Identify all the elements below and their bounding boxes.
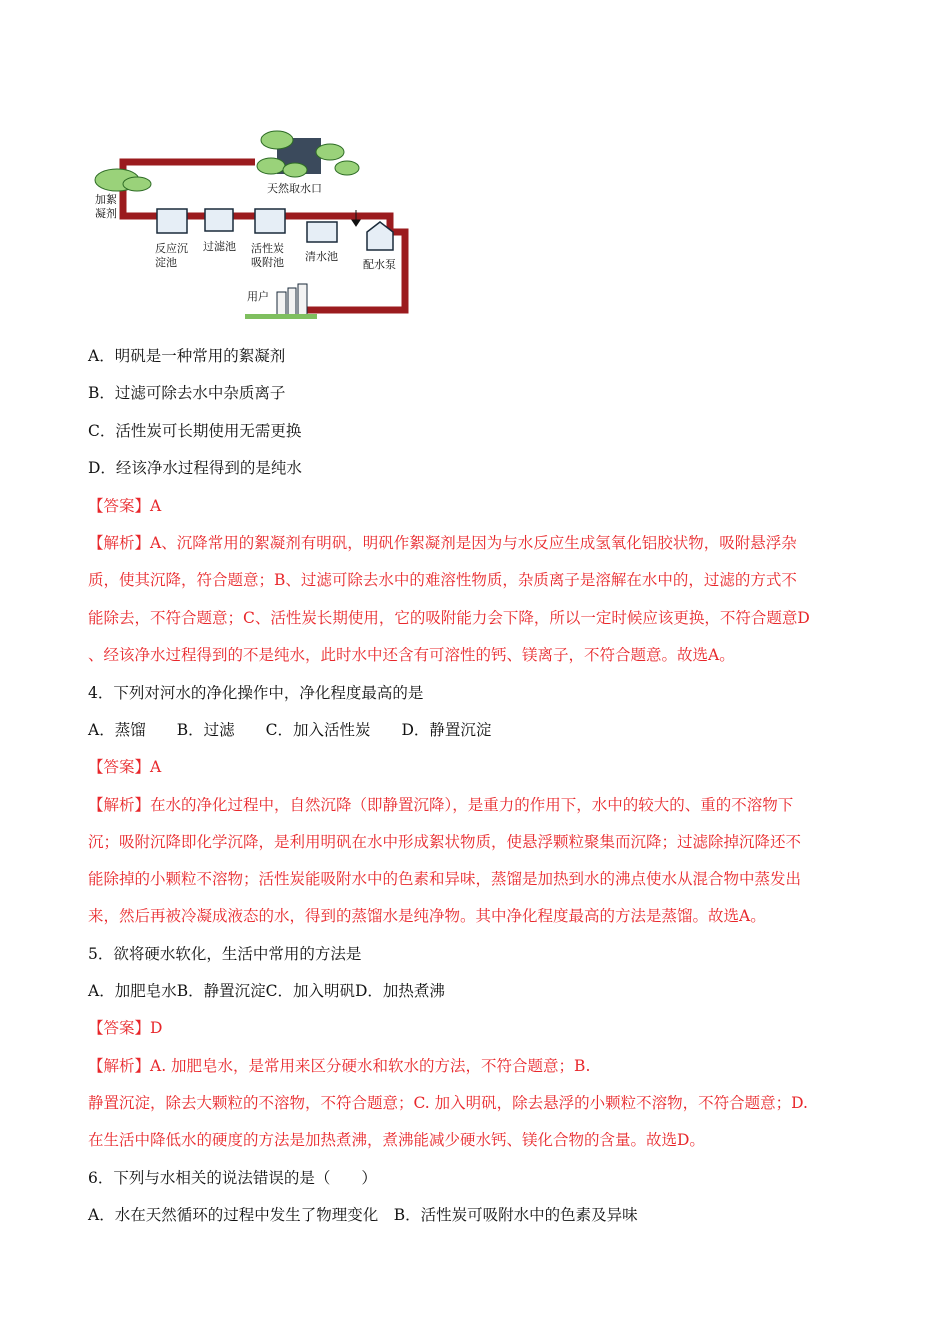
q3-option-a: A．明矾是一种常用的絮凝剂 xyxy=(88,347,286,365)
q3-option-c: C．活性炭可长期使用无需更换 xyxy=(88,422,302,440)
clear-tank-icon xyxy=(307,222,337,242)
q5-analysis-line: 在生活中降低水的硬度的方法是加热煮沸，煮沸能减少硬水钙、镁化合物的含量。故选D。 xyxy=(88,1131,705,1149)
filter-tank-icon xyxy=(205,209,233,231)
water-pipe xyxy=(123,162,405,310)
q3-option-d: D．经该净水过程得到的是纯水 xyxy=(88,459,302,477)
q4-options: A．蒸馏 B．过滤 C．加入活性炭 D．静置沉淀 xyxy=(88,721,492,739)
reaction-tank-label-2: 淀池 xyxy=(155,256,177,269)
q5-options: A．加肥皂水B．静置沉淀C．加入明矾D．加热煮沸 xyxy=(88,982,445,1000)
q3-option-b: B．过滤可除去水中杂质离子 xyxy=(88,384,286,402)
q4-analysis-line: 来，然后再被冷凝成液态的水，得到的蒸馏水是纯净物。其中净化程度最高的方法是蒸馏。故选A。 xyxy=(88,907,766,925)
q3-answer: 【答案】A xyxy=(88,497,162,515)
reaction-tank-label-1: 反应沉 xyxy=(155,242,188,255)
tree-icon xyxy=(261,131,293,149)
q5-analysis-line: 静置沉淀，除去大颗粒的不溶物，不符合题意；C. 加入明矾，除去悬浮的小颗粒不溶物，不符合题意；D. xyxy=(88,1094,808,1112)
q3-analysis-line: 能除去，不符合题意；C、活性炭长期使用，它的吸附能力会下降，所以一定时候应该更换，不符合题意D xyxy=(88,609,810,627)
q6-stem: 6．下列与水相关的说法错误的是（ ） xyxy=(88,1169,377,1187)
reaction-tank-icon xyxy=(157,209,187,233)
diagram-svg xyxy=(85,124,425,324)
coagulant-label-1: 加絮 xyxy=(95,193,117,206)
tree-icon xyxy=(257,158,285,174)
q3-analysis-line: 质，使其沉降，符合题意；B、过滤可除去水中的难溶性物质，杂质离子是溶解在水中的，过滤的方式不 xyxy=(88,571,797,589)
tree-icon xyxy=(316,144,344,160)
user-label: 用户 xyxy=(247,290,269,303)
carbon-tank-icon xyxy=(255,209,285,233)
q4-answer: 【答案】A xyxy=(88,758,162,776)
tree-icon xyxy=(335,161,359,175)
tree-icon xyxy=(283,163,307,177)
building-icon xyxy=(277,284,307,316)
q3-analysis-line: 、经该净水过程得到的不是纯水，此时水中还含有可溶性的钙、镁离子，不符合题意。故选A。 xyxy=(88,646,735,664)
pump-label: 配水泵 xyxy=(363,258,396,271)
q4-stem: 4．下列对河水的净化操作中，净化程度最高的是 xyxy=(88,684,424,702)
clear-tank-label: 清水池 xyxy=(305,250,338,263)
q5-stem: 5．欲将硬水软化，生活中常用的方法是 xyxy=(88,945,362,963)
q5-analysis-line: 【解析】A. 加肥皂水，是常用来区分硬水和软水的方法，不符合题意；B. xyxy=(88,1057,591,1075)
carbon-tank-label-2: 吸附池 xyxy=(251,256,284,269)
grass-icon xyxy=(245,314,317,319)
q3-analysis-line: 【解析】A、沉降常用的絮凝剂有明矾，明矾作絮凝剂是因为与水反应生成氢氧化铝胶状物，吸附悬浮杂 xyxy=(88,534,797,552)
q5-answer: 【答案】D xyxy=(88,1019,163,1037)
q4-analysis-line: 沉；吸附沉降即化学沉降，是利用明矾在水中形成絮状物质，使悬浮颗粒聚集而沉降；过滤除掉沉降还不 xyxy=(88,833,802,851)
carbon-tank-label-1: 活性炭 xyxy=(251,242,284,255)
q4-analysis-line: 能除掉的小颗粒不溶物；活性炭能吸附水中的色素和异味，蒸馏是加热到水的沸点使水从混合物中蒸发出 xyxy=(88,870,802,888)
q4-analysis-line: 【解析】在水的净化过程中，自然沉降（即静置沉降），是重力的作用下，水中的较大的、重的不溶物下 xyxy=(88,796,794,814)
q6-options: A．水在天然循环的过程中发生了物理变化 B．活性炭可吸附水中的色素及异味 xyxy=(88,1206,638,1224)
coagulant-label-2: 凝剂 xyxy=(95,207,117,220)
hill-icon xyxy=(123,177,151,191)
filter-tank-label: 过滤池 xyxy=(203,240,236,253)
water-purification-diagram xyxy=(85,124,425,324)
source-label: 天然取水口 xyxy=(267,182,322,195)
